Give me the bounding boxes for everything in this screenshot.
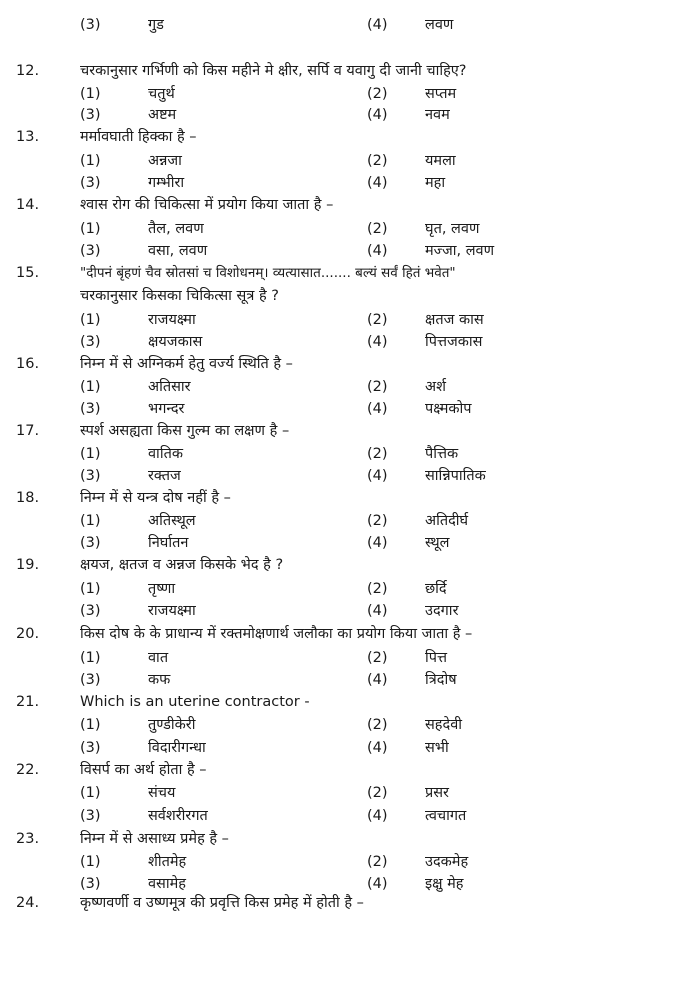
option-text: महा <box>425 175 446 191</box>
option-row <box>0 398 675 420</box>
question-number: 21. <box>16 694 40 710</box>
option-number: (1) <box>80 717 101 733</box>
question-text: निम्न में से यन्त्र दोष नहीं है – <box>80 490 231 506</box>
option-text: सभी <box>425 740 449 756</box>
option-number: (3) <box>80 672 101 688</box>
question-number: 23. <box>16 831 40 847</box>
question-number: 24. <box>16 895 40 911</box>
option-number: (3) <box>80 175 101 191</box>
option-text: अतिस्थूल <box>148 513 196 529</box>
option-text: वसामेह <box>148 876 186 892</box>
option-text: क्षतज कास <box>425 312 484 328</box>
option-number: (2) <box>367 221 388 237</box>
option-number: (4) <box>367 107 388 123</box>
option-number: (1) <box>80 446 101 462</box>
question-text: Which is an uterine contractor - <box>80 694 310 710</box>
option-number: (3) <box>80 243 101 259</box>
option-number: (3) <box>80 535 101 551</box>
option-text: पित्तजकास <box>425 334 483 350</box>
option-text: छर्दि <box>425 581 447 597</box>
option-number: (2) <box>367 581 388 597</box>
option-text: भगन्दर <box>148 401 185 417</box>
option-text: त्वचागत <box>425 808 467 824</box>
option-text: तैल, लवण <box>148 221 204 237</box>
option-row <box>0 331 675 353</box>
option-text: तुण्डीकेरी <box>148 717 196 733</box>
option-text: सप्तम <box>425 86 457 102</box>
question-text: मर्मावघाती हिक्का है – <box>80 129 197 145</box>
question-row <box>0 487 675 509</box>
option-row <box>0 669 675 691</box>
option-row <box>0 309 675 331</box>
question-number: 16. <box>16 356 40 372</box>
question-text-line2: चरकानुसार किसका चिकित्सा सूत्र है ? <box>80 288 279 304</box>
option-row <box>0 851 675 873</box>
question-text: कृष्णवर्णी व उष्णमूत्र की प्रवृत्ति किस प्रमेह में होती है – <box>80 895 364 911</box>
question-number: 12. <box>16 63 40 79</box>
option-text: अष्टम <box>148 107 177 123</box>
option-text: प्रसर <box>425 785 449 801</box>
option-text: वातिक <box>148 446 183 462</box>
option-number: (1) <box>80 153 101 169</box>
option-text: घृत, लवण <box>425 221 480 237</box>
option-number: (4) <box>367 808 388 824</box>
question-text: निम्न में से असाध्य प्रमेह है – <box>80 831 229 847</box>
option-row <box>0 737 675 759</box>
option-number: (3) <box>80 876 101 892</box>
option-number: (3) <box>80 17 101 33</box>
option-row <box>0 150 675 172</box>
option-text: अतिसार <box>148 379 191 395</box>
option-number: (1) <box>80 221 101 237</box>
option-number: (2) <box>367 717 388 733</box>
option-number: (2) <box>367 513 388 529</box>
option-number: (1) <box>80 379 101 395</box>
option-number: (3) <box>80 107 101 123</box>
option-row <box>0 376 675 398</box>
option-number: (3) <box>80 468 101 484</box>
question-number: 13. <box>16 129 40 145</box>
option-number: (4) <box>367 17 388 33</box>
option-row <box>0 578 675 600</box>
question-row <box>0 194 675 216</box>
option-number: (2) <box>367 379 388 395</box>
option-number: (1) <box>80 650 101 666</box>
option-row <box>0 14 675 36</box>
option-row <box>0 600 675 622</box>
option-number: (4) <box>367 535 388 551</box>
option-number: (4) <box>367 175 388 191</box>
option-number: (3) <box>80 334 101 350</box>
option-row <box>0 104 675 126</box>
question-text: क्षयज, क्षतज व अन्नज किसके भेद है ? <box>80 557 284 573</box>
question-number: 18. <box>16 490 40 506</box>
question-number: 20. <box>16 626 40 642</box>
option-text: तृष्णा <box>148 581 176 597</box>
option-text: विदारीगन्धा <box>148 740 206 756</box>
question-number: 17. <box>16 423 40 439</box>
question-row <box>0 623 675 645</box>
option-number: (4) <box>367 243 388 259</box>
option-number: (4) <box>367 603 388 619</box>
option-number: (2) <box>367 650 388 666</box>
option-text: मज्जा, लवण <box>425 243 495 259</box>
option-number: (4) <box>367 401 388 417</box>
option-text: सान्निपातिक <box>425 468 486 484</box>
option-number: (4) <box>367 672 388 688</box>
question-row <box>0 285 675 307</box>
option-text: चतुर्थ <box>148 86 175 102</box>
question-number: 14. <box>16 197 40 213</box>
option-row <box>0 782 675 804</box>
option-row <box>0 465 675 487</box>
question-row <box>0 262 675 284</box>
question-row <box>0 126 675 148</box>
question-row <box>0 353 675 375</box>
option-text: शीतमेह <box>148 854 187 870</box>
option-text: नवम <box>425 107 450 123</box>
option-number: (1) <box>80 312 101 328</box>
option-text: उदगार <box>425 603 459 619</box>
option-number: (3) <box>80 603 101 619</box>
option-text: यमला <box>425 153 456 169</box>
question-number: 22. <box>16 762 40 778</box>
option-number: (2) <box>367 446 388 462</box>
option-row <box>0 532 675 554</box>
option-number: (1) <box>80 86 101 102</box>
option-text: राजयक्ष्मा <box>148 603 196 619</box>
option-text: संचय <box>148 785 176 801</box>
question-text: किस दोष के के प्राधान्य में रक्तमोक्षणार्थ जलौका का प्रयोग किया जाता है – <box>80 626 473 642</box>
option-row <box>0 240 675 262</box>
question-row <box>0 420 675 442</box>
question-text: "दीपनं बृंहणं चैव स्रोतसां च विशोधनम्। व्यत्यासात....... बल्यं सर्वं हितं भवेत" <box>80 265 456 281</box>
option-text: त्रिदोष <box>425 672 457 688</box>
option-row <box>0 714 675 736</box>
option-row <box>0 443 675 465</box>
option-number: (3) <box>80 808 101 824</box>
option-text: स्थूल <box>425 535 450 551</box>
option-row <box>0 218 675 240</box>
option-text: गुड <box>148 17 164 33</box>
option-number: (3) <box>80 740 101 756</box>
option-text: पक्ष्मकोप <box>425 401 472 417</box>
option-text: वसा, लवण <box>148 243 208 259</box>
option-number: (4) <box>367 334 388 350</box>
option-text: निर्घातन <box>148 535 189 551</box>
question-row <box>0 759 675 781</box>
question-number: 19. <box>16 557 40 573</box>
option-number: (2) <box>367 86 388 102</box>
option-number: (4) <box>367 740 388 756</box>
option-text: अर्श <box>425 379 446 395</box>
option-number: (2) <box>367 854 388 870</box>
option-text: कफ <box>148 672 171 688</box>
option-number: (1) <box>80 513 101 529</box>
option-number: (2) <box>367 153 388 169</box>
option-text: क्षयजकास <box>148 334 203 350</box>
option-row <box>0 647 675 669</box>
question-text: श्वास रोग की चिकित्सा में प्रयोग किया जाता है – <box>80 197 334 213</box>
option-text: अतिदीर्घ <box>425 513 469 529</box>
question-row <box>0 892 675 914</box>
option-number: (2) <box>367 785 388 801</box>
question-row <box>0 60 675 82</box>
option-number: (3) <box>80 401 101 417</box>
question-row <box>0 691 675 713</box>
option-text: लवण <box>425 17 454 33</box>
option-text: सहदेवी <box>425 717 463 733</box>
option-row <box>0 805 675 827</box>
option-text: गम्भीरा <box>148 175 185 191</box>
question-text: विसर्प का अर्थ होता है – <box>80 762 207 778</box>
option-text: रक्तज <box>148 468 181 484</box>
option-number: (1) <box>80 854 101 870</box>
option-number: (1) <box>80 785 101 801</box>
option-row <box>0 83 675 105</box>
question-row <box>0 554 675 576</box>
option-number: (1) <box>80 581 101 597</box>
option-number: (4) <box>367 468 388 484</box>
question-text: निम्न में से अग्निकर्म हेतु वर्ज्य स्थिति है – <box>80 356 293 372</box>
option-row <box>0 172 675 194</box>
option-text: पैत्तिक <box>425 446 459 462</box>
option-row <box>0 510 675 532</box>
option-text: उदकमेह <box>425 854 469 870</box>
question-number: 15. <box>16 265 40 281</box>
question-text: चरकानुसार गर्भिणी को किस महीने मे क्षीर, सर्पि व यवागु दी जानी चाहिए? <box>80 63 467 79</box>
option-text: वात <box>148 650 169 666</box>
question-text: स्पर्श असह्यता किस गुल्म का लक्षण है – <box>80 423 290 439</box>
option-text: सर्वशरीरगत <box>148 808 208 824</box>
option-number: (4) <box>367 876 388 892</box>
question-row <box>0 828 675 850</box>
option-text: राजयक्ष्मा <box>148 312 196 328</box>
option-number: (2) <box>367 312 388 328</box>
option-text: इक्षु मेह <box>425 876 464 892</box>
option-text: पित्त <box>425 650 448 666</box>
option-text: अन्नजा <box>148 153 182 169</box>
